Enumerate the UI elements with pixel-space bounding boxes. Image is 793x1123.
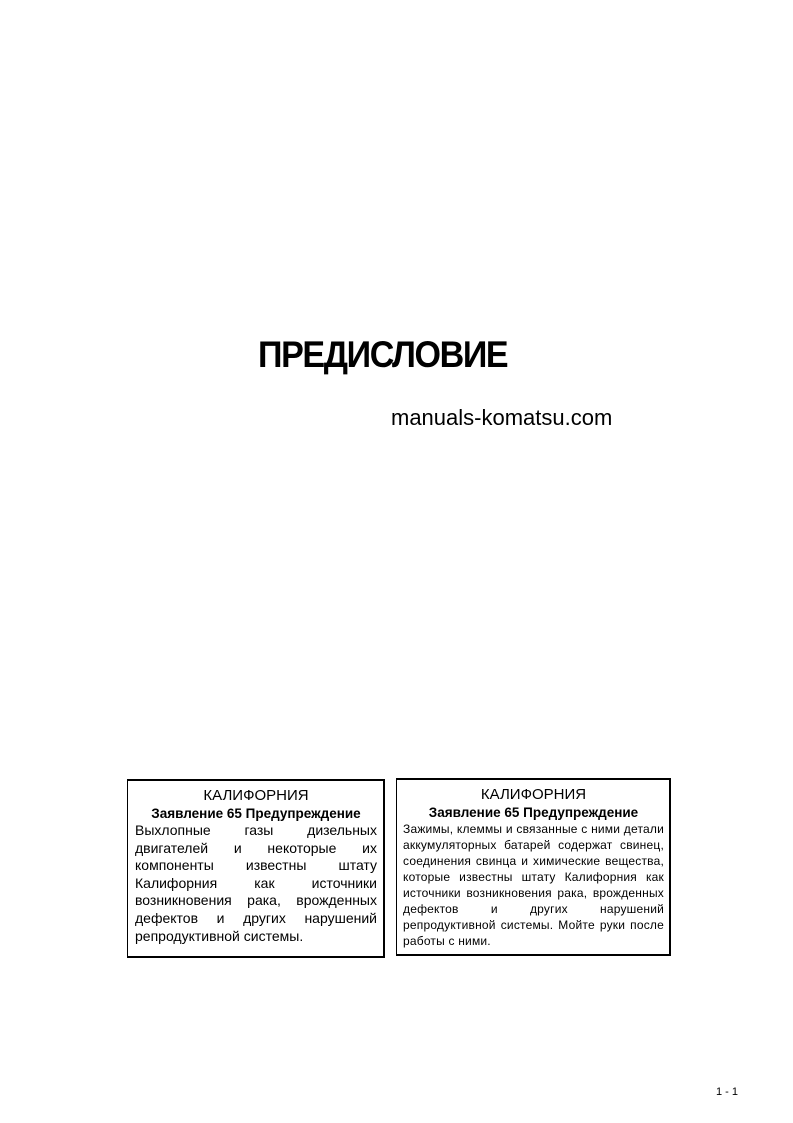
prop65-warning-box-battery	[396, 778, 671, 956]
warning-subheading: Заявление 65 Предупреждение	[151, 806, 361, 821]
warning-body: Выхлопные газы дизельных двигателей и некоторые их компоненты известны штату Калифорния как источники возникновения рака, врожденных дефектов и других нарушений репродуктивной системы.	[135, 822, 377, 944]
watermark-link[interactable]: manuals-komatsu.com	[391, 405, 613, 430]
warning-body: Зажимы, клеммы и связанные с ними детали аккумуляторных батарей содержат свинец, соединения свинца и химические вещества, которые известны штату Калифорния как источники возникновения рака, врожденных дефектов и других нарушений репродуктивной системы. Мойте руки после работы с ними.	[403, 822, 664, 948]
warning-heading: КАЛИФОРНИЯ	[480, 786, 587, 803]
page-title: ПРЕДИСЛОВИЕ	[258, 334, 508, 375]
page-number: 1 - 1	[716, 1086, 739, 1098]
prop65-warning-box-exhaust	[127, 779, 385, 958]
warning-subheading: Заявление 65 Предупреждение	[428, 805, 639, 820]
warning-heading: КАЛИФОРНИЯ	[203, 787, 309, 804]
